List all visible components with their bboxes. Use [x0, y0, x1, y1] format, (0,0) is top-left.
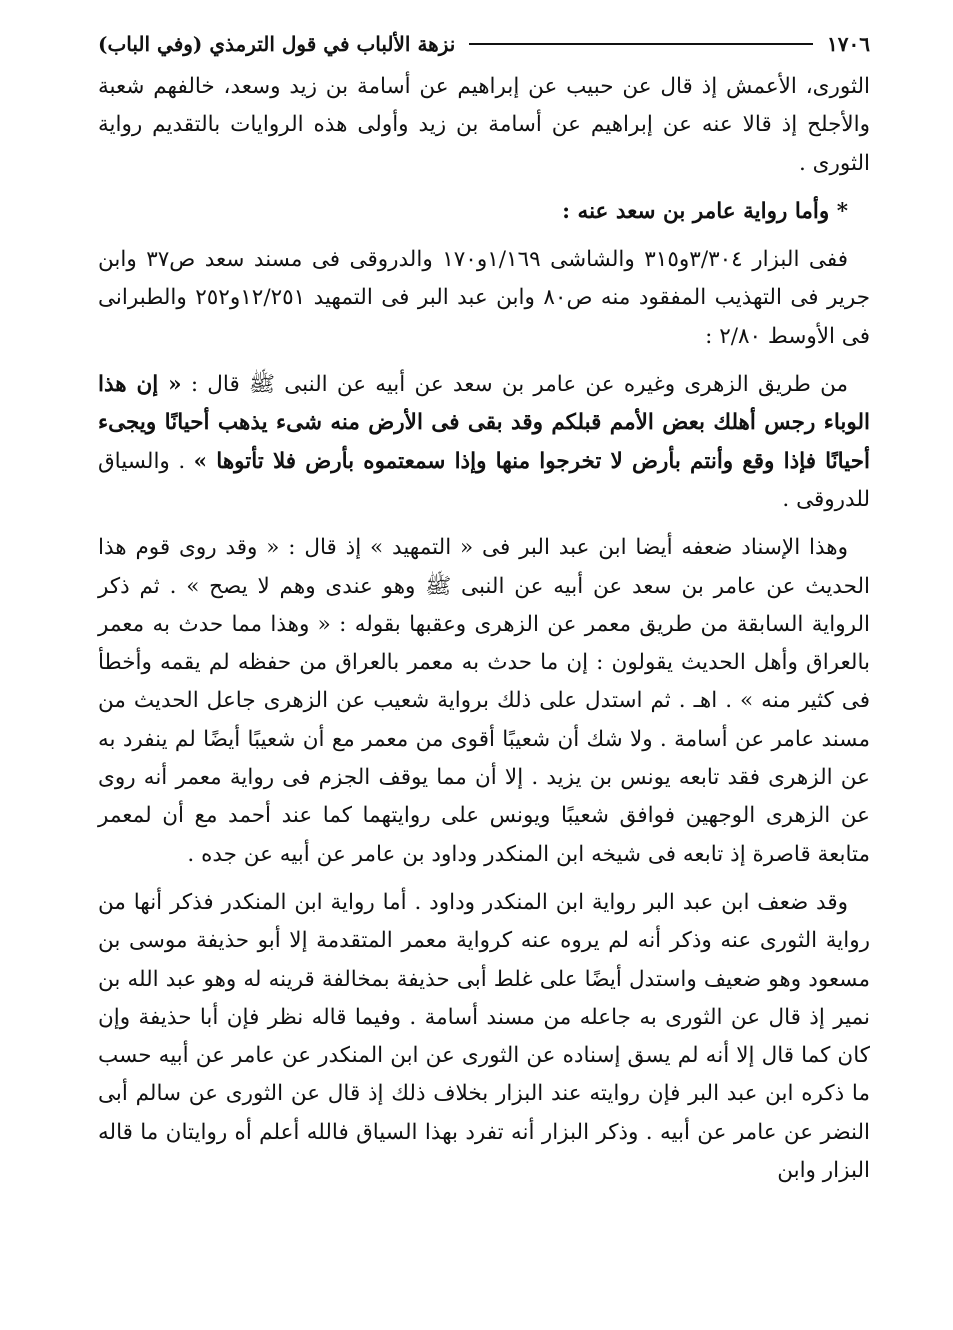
paragraph-1: الثورى، الأعمش إذ قال عن حبيب عن إبراهيم عن أسامة بن زيد وسعد، خالفهم شعبة والأجلح إذ قالا عنه عن إبراهيم عن أسامة بن زيد وأولى هذه الروايات بالتقديم رواية الثورى . [98, 74, 870, 176]
running-title: نزهة الألباب في قول الترمذي (وفي الباب) [98, 32, 456, 56]
document-page [98, 22, 870, 1190]
paragraph-hadith [98, 366, 870, 519]
paragraph-citations: ففى البزار ٣/٣٠٤و٣١٥ والشاشى ١/١٦٩و١٧٠ والدروقى فى مسند سعد ص٣٧ وابن جرير فى التهذيب المفقود منه ص٨٠ وابن عبد البر فى التمهيد ١٢/٢٥١و٢٥٢ والطبرانى فى الأوسط ٢/٨٠ : [98, 247, 870, 349]
page-body [98, 68, 870, 1190]
page-header [98, 22, 870, 66]
hadith-quote: « إن هذا الوباء رجس أهلك بعض الأمم قبلكم وقد بقى فى الأرض منه شىء يذهب أحيانًا ويجىء أحيانًا فإذا وقع وأنتم بأرض لا تخرجوا منها وإذا سمعتموه بأرض فلا تأتوها » [98, 372, 870, 474]
paragraph-analysis: وهذا الإسناد ضعفه أيضا ابن عبد البر فى « التمهيد » إذ قال : « وقد روى قوم هذا الحديث عن عامر بن سعد عن أبيه عن النبى ﷺ وهو عندى وهم لا يصح » . ثم ذكر الرواية السابقة من طريق معمر عن الزهرى وعقبها بقوله : « وهذا مما حدث به معمر بالعراق وأهل الحديث يقولون : إن ما حدث به معمر بالعراق من حفظه لم يقمه وأخطأ فى كثير منه » . اهـ . ثم استدل على ذلك برواية شعيب عن الزهرى جاعل الحديث من مسند عامر عن أسامة . ولا شك أن شعيبًا أقوى من معمر مع أن شعيبًا أيضًا لم ينفرد به عن الزهرى فقد تابعه يونس بن يزيد . إلا أن مما يوقف الجزم فى رواية معمر أنه روى عن الزهرى الوجهين فوافق شعيبًا ويونس على روايتهما كما عند أحمد مع أن لمعمر متابعة قاصرة إذ تابعه فى شيخه ابن المنكدر وداود بن عامر عن أبيه عن جده . [98, 535, 870, 867]
header-rule [469, 43, 813, 45]
page-number: ١٧٠٦ [827, 32, 870, 56]
section-heading: * وأما رواية عامر بن سعد عنه : [562, 198, 848, 224]
paragraph-analysis-continued: وقد ضعف ابن عبد البر رواية ابن المنكدر وداود . أما رواية ابن المنكدر فذكر أنها من رواية الثورى عنه وذكر أنه لم يروه عنه كرواية معمر المتقدمة إلا أبو حذيفة موسى بن مسعود وهو ضعيف واستدل أيضًا على غلط أبى حذيفة بمخالفة قرينه له وهو عبد الله بن نمير إذ قال عن الثورى به جاعله من مسند أسامة . وفيما قاله نظر فإن أبا حذيفة وإن كان كما قال إلا أنه لم يسق إسناده عن الثورى عن ابن المنكدر عن عامر عن أبيه حسب ما ذكره ابن عبد البر فإن روايته عند البزار بخلاف ذلك إذ قال عن الثورى عن سالم أبى النضر عن عامر عن أبيه . وذكر البزار أنه تفرد بهذا السياق فالله أعلم أه روايتان ما قاله البزار وابن [98, 889, 870, 1184]
hadith-tail: . والسياق للدروقى . [98, 448, 870, 512]
hadith-lead: من طريق الزهرى وغيره عن عامر بن سعد عن أبيه عن النبى ﷺ قال : [181, 372, 848, 398]
